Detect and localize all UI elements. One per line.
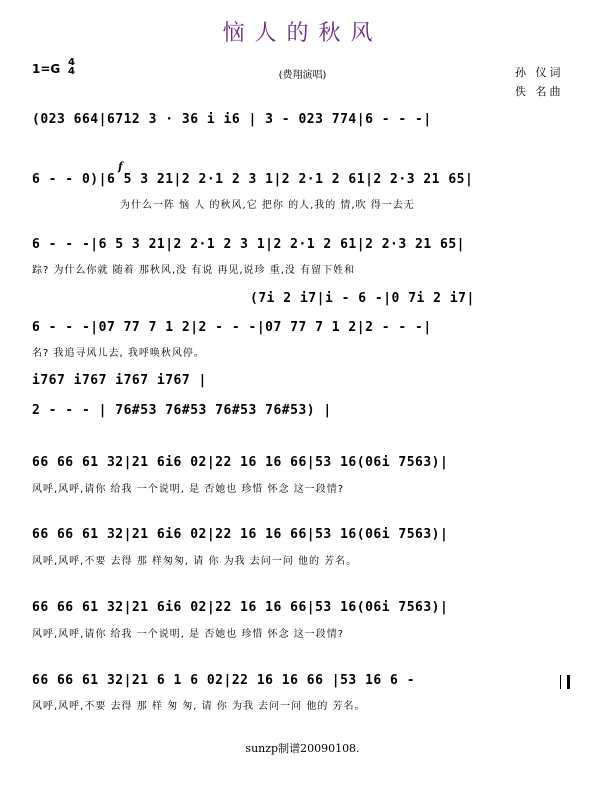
notation-line: 6 - - -|07 77 7 1 2|2 - - -|07 77 7 1 2|2 - - -| bbox=[32, 320, 432, 335]
lyric-line: 风呼,风呼,不要 去得 那 样 匆 匆, 请 你 为我 去问一问 他的 芳名。 bbox=[32, 701, 366, 712]
transcriber-credit: sunzp制谱20090108. bbox=[245, 742, 360, 755]
performer-note: (费翔演唱) bbox=[278, 70, 327, 81]
song-title: 恼人的秋风 bbox=[222, 21, 383, 46]
notation-line: 2 - - - | 76#53 76#53 76#53 76#53) | bbox=[32, 403, 332, 418]
lyricist-credit: 孙 仪词 bbox=[515, 66, 564, 79]
time-signature-top: 4 bbox=[68, 57, 75, 68]
lyric-line: 踪? 为什么你就 随着 那秋风,没 有说 再见,说珍 重,没 有留下姓和 bbox=[32, 265, 356, 276]
lyric-line: 风呼,风呼,请你 给我 一个说明, 是 否她也 珍惜 怀念 这一段情? bbox=[32, 484, 345, 495]
final-barline bbox=[560, 675, 570, 689]
time-signature-bottom: 4 bbox=[68, 66, 75, 77]
notation-line: 66 66 61 32|21 6 1 6 02|22 16 16 66 |53 16 6 - bbox=[32, 673, 416, 688]
key-signature: 1=G bbox=[32, 62, 61, 76]
notation-line: i767 i767 i767 i767 | bbox=[32, 373, 207, 388]
lyric-line: 名? 我追寻风儿去, 我呼唤秋风停。 bbox=[32, 348, 205, 359]
lyric-line: 为什么一阵 恼 人 的秋风,它 把你 的人,我的 情,吹 得一去无 bbox=[120, 200, 415, 211]
composer-credit: 佚 名曲 bbox=[515, 85, 564, 98]
notation-line: 66 66 61 32|21 6i6 02|22 16 16 66|53 16(06i 7563)| bbox=[32, 527, 449, 542]
lyric-line: 风呼,风呼,请你 给我 一个说明, 是 否她也 珍惜 怀念 这一段情? bbox=[32, 629, 345, 640]
notation-line: 66 66 61 32|21 6i6 02|22 16 16 66|53 16(06i 7563)| bbox=[32, 455, 449, 470]
dynamic-forte-mark: f bbox=[118, 160, 123, 173]
notation-line: (7i 2 i7|i - 6 -|0 7i 2 i7| bbox=[250, 291, 475, 306]
lyric-line: 风呼,风呼,不要 去得 那 样匆匆, 请 你 为我 去问一问 他的 芳名。 bbox=[32, 556, 358, 567]
notation-line: (023 664|6712 3 · 36 i i6 | 3 - 023 774|6 - - -| bbox=[32, 112, 432, 127]
notation-line: 66 66 61 32|21 6i6 02|22 16 16 66|53 16(06i 7563)| bbox=[32, 600, 449, 615]
notation-line: 6 - - 0)|6 5 3 21|2 2·1 2 3 1|2 2·1 2 61|2 2·3 21 65| bbox=[32, 172, 474, 187]
notation-line: 6 - - -|6 5 3 21|2 2·1 2 3 1|2 2·1 2 61|2 2·3 21 65| bbox=[32, 237, 465, 252]
